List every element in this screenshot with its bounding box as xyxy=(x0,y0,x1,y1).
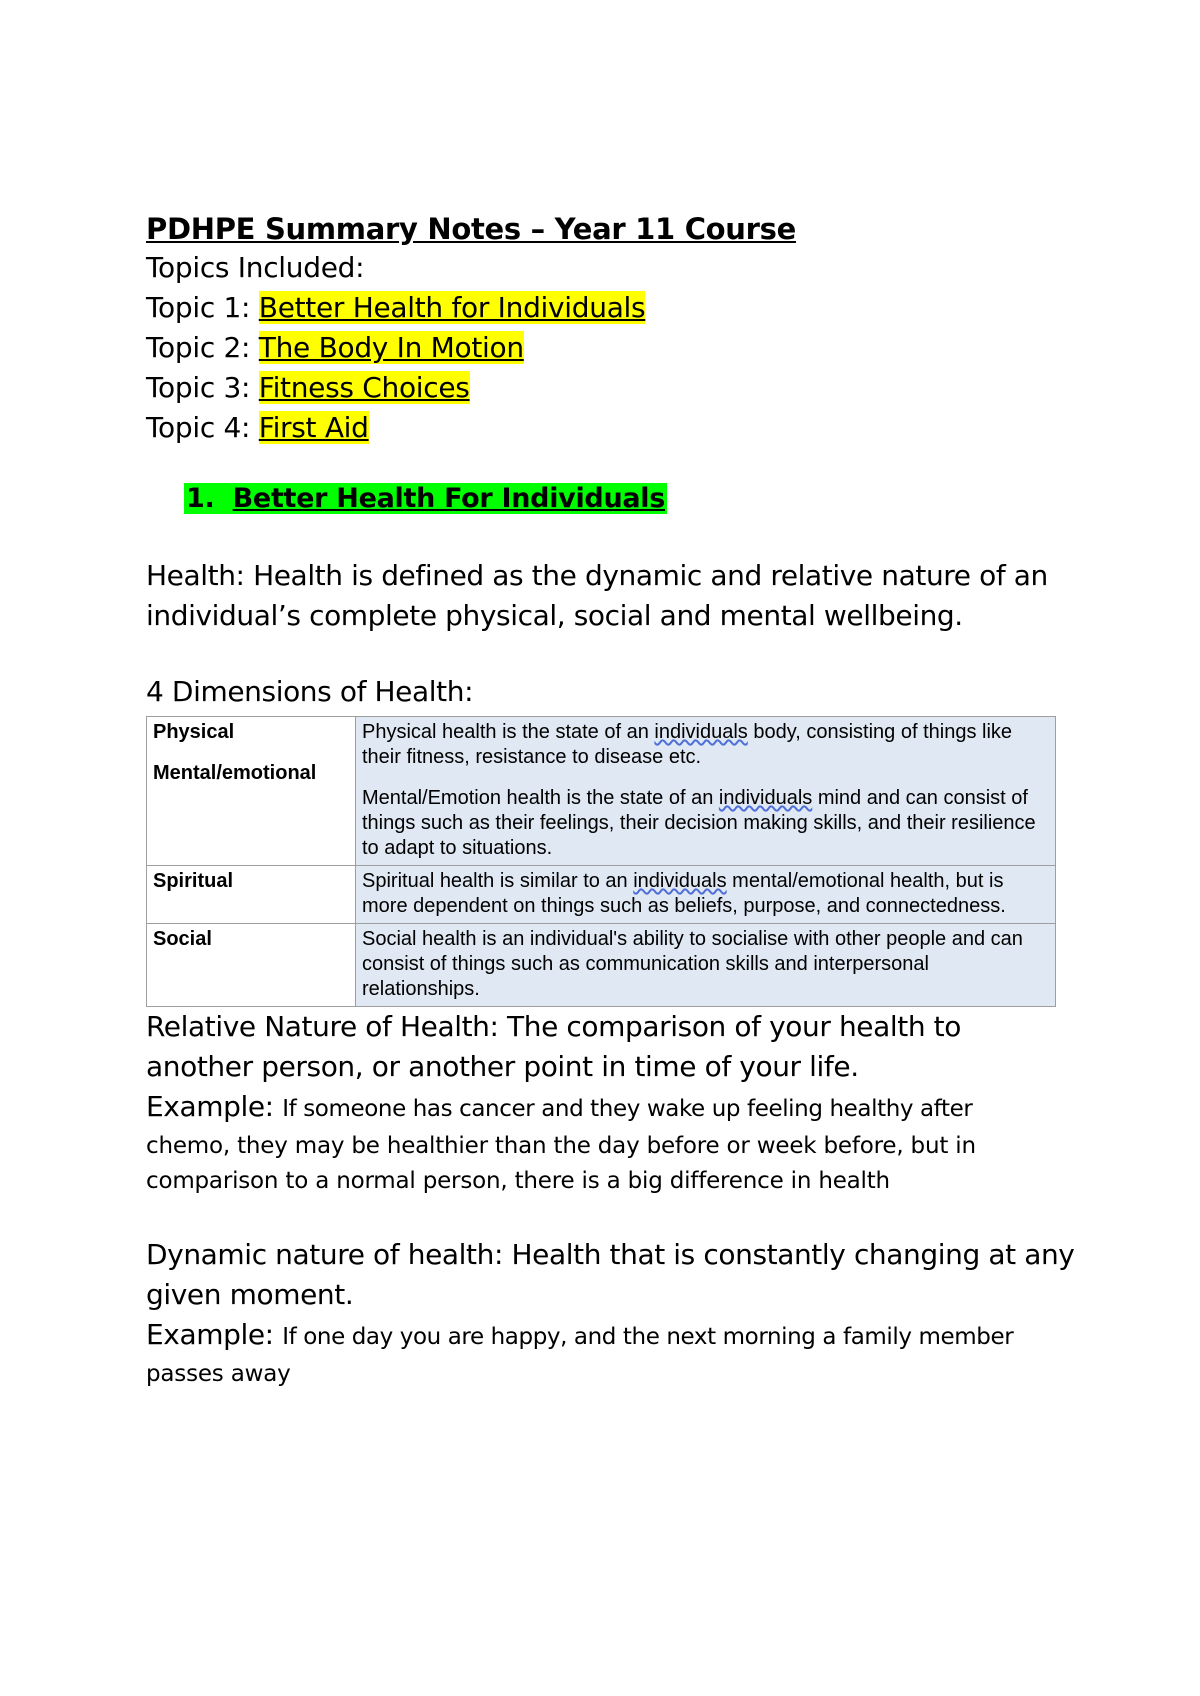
dynamic-example-rest: passes away xyxy=(146,1361,291,1387)
table-row xyxy=(147,924,1056,1007)
relative-example-first: If someone has cancer and they wake up feeling healthy after xyxy=(282,1096,973,1122)
dimension-desc-social: Social health is an individual's ability to socialise with other people and can consist of things such as communication skills and interpersonal relationships. xyxy=(356,924,1056,1007)
desc-text: Spiritual health is similar to an xyxy=(362,870,634,892)
dimension-label-mental: Mental/emotional xyxy=(153,762,317,784)
topic-2-link[interactable]: The Body In Motion xyxy=(258,331,524,364)
dimension-label-spiritual: Spiritual xyxy=(147,866,356,924)
section-1-title: Better Health For Individuals xyxy=(232,483,666,514)
dimension-desc-cell xyxy=(356,717,1056,866)
spellcheck-word: individuals xyxy=(718,787,813,809)
dimension-desc-spiritual xyxy=(356,866,1056,924)
desc-text: Mental/Emotion health is the state of an xyxy=(362,787,719,809)
relative-nature-definition: Relative Nature of Health: The comparison of your health to another person, or another point in time of your life. xyxy=(146,1010,961,1083)
desc-text: mental/emotional health, but is more dependent on things such as beliefs, purpose, and connectedness. xyxy=(362,870,1006,917)
topic-3-line xyxy=(146,368,1076,408)
dynamic-nature-definition: Dynamic nature of health: Health that is constantly changing at any given moment. xyxy=(146,1238,1075,1311)
example-label: Example: xyxy=(146,1318,274,1351)
table-row xyxy=(147,866,1056,924)
dimension-desc-mental xyxy=(362,786,1049,861)
table-row xyxy=(147,717,1056,866)
topic-4-line xyxy=(146,408,1076,448)
topic-4-prefix: Topic 4: xyxy=(146,411,251,444)
dimensions-table xyxy=(146,716,1056,1007)
dynamic-example-first: If one day you are happy, and the next morning a family member xyxy=(282,1324,1014,1350)
topic-1-line xyxy=(146,288,1076,328)
desc-text: body, consisting of things like their fitness, resistance to disease etc. xyxy=(362,721,1013,768)
topic-1-prefix: Topic 1: xyxy=(146,291,251,324)
topics-heading: Topics Included: xyxy=(146,251,365,284)
relative-example-rest: chemo, they may be healthier than the day before or week before, but in comparison to a normal person, there is a big difference in health xyxy=(146,1133,976,1194)
topic-3-link[interactable]: Fitness Choices xyxy=(258,371,470,404)
document-content xyxy=(146,210,1076,1392)
dimension-label-physical: Physical xyxy=(153,721,235,743)
spellcheck-word: individuals xyxy=(654,721,748,743)
desc-text: mind and can consist of things such as their feelings, their decision making skills, and their resilience to adapt to situations. xyxy=(362,787,1036,859)
section-1-highlight xyxy=(184,483,667,514)
example-label: Example: xyxy=(146,1090,274,1123)
document-title: PDHPE Summary Notes – Year 11 Course xyxy=(146,212,796,246)
health-definition: Health: Health is defined as the dynamic and relative nature of an individual’s complete physical, social and mental wellbeing. xyxy=(146,559,1048,632)
dimension-desc-physical xyxy=(362,720,1049,770)
topic-2-prefix: Topic 2: xyxy=(146,331,251,364)
dimensions-heading: 4 Dimensions of Health: xyxy=(146,675,474,708)
spellcheck-word: individuals xyxy=(633,870,727,892)
topic-2-line xyxy=(146,328,1076,368)
section-1-heading xyxy=(184,480,1076,518)
dimension-label-social: Social xyxy=(147,924,356,1007)
desc-text: Physical health is the state of an xyxy=(362,721,655,743)
section-1-number: 1. xyxy=(186,483,215,514)
dynamic-example-line xyxy=(146,1315,1076,1357)
relative-example-line xyxy=(146,1087,1076,1129)
topic-3-prefix: Topic 3: xyxy=(146,371,251,404)
topic-1-link[interactable]: Better Health for Individuals xyxy=(258,291,646,324)
topic-4-link[interactable]: First Aid xyxy=(258,411,369,444)
dimension-label-cell xyxy=(147,717,356,866)
